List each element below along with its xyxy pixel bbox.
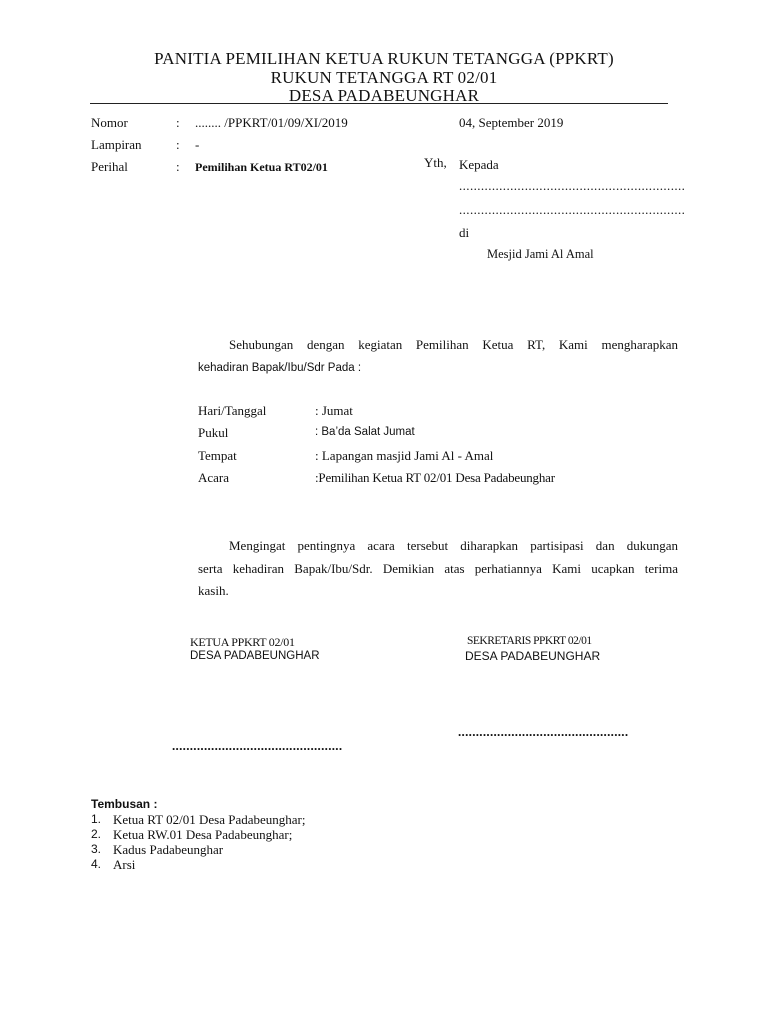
yth-label: Yth, (424, 155, 447, 170)
nomor-colon: : (176, 115, 180, 130)
lampiran-colon: : (176, 137, 180, 152)
list-item: 3. Kadus Padabeunghar (91, 842, 224, 857)
list-item: 2. Ketua RW.01 Desa Padabeunghar; (91, 827, 293, 842)
intro-paragraph (198, 334, 678, 379)
detail-value-hari: : Jumat (315, 403, 353, 418)
closing-line-1: Mengingat pentingnya acara tersebut diharapkan partisipasi dan dukungan (229, 538, 678, 553)
header-divider (90, 103, 668, 104)
perihal-colon: : (176, 159, 180, 174)
recipient-dots-1: .............................................................. (459, 178, 686, 193)
lampiran-value: - (195, 137, 200, 152)
letter-date: 04, September 2019 (459, 115, 564, 130)
nomor-value: ........ /PPKRT/01/09/XI/2019 (195, 115, 348, 130)
detail-value-acara: :Pemilihan Ketua RT 02/01 Desa Padabeunghar (315, 470, 555, 485)
detail-value-pukul: : Ba’da Salat Jumat (315, 426, 415, 438)
intro-line-1: Sehubungan dengan kegiatan Pemilihan Ketua RT, Kami mengharapkan (229, 337, 678, 352)
detail-label-acara: Acara (198, 470, 230, 485)
kepada-label: Kepada (459, 157, 499, 172)
sign-right-dots: ................................................ (458, 724, 629, 739)
list-item: 1. Ketua RT 02/01 Desa Padabeunghar; (91, 812, 306, 827)
tembusan-title: Tembusan : (91, 797, 158, 811)
recipient-dots-2: .............................................................. (459, 202, 686, 217)
header-line-1: PANITIA PEMILIHAN KETUA RUKUN TETANGGA (PPKRT) (154, 49, 614, 68)
closing-paragraph (198, 535, 678, 603)
sign-left-org: DESA PADABEUNGHAR (190, 650, 320, 662)
closing-line-2: serta kehadiran Bapak/Ibu/Sdr. Demikian atas perhatiannya Kami ucapkan terima (198, 560, 678, 576)
detail-value-tempat: : Lapangan masjid Jami Al - Amal (315, 448, 494, 463)
closing-line-3: kasih. (198, 583, 229, 598)
detail-label-hari: Hari/Tanggal (198, 403, 267, 418)
intro-line-2: kehadiran Bapak/Ibu/Sdr Pada : (198, 361, 362, 374)
perihal-value: Pemilihan Ketua RT02/01 (195, 160, 328, 174)
list-item: 4. Arsi (91, 857, 136, 872)
sign-left-dots: ................................................ (172, 738, 343, 753)
header-line-2: RUKUN TETANGGA RT 02/01 (270, 68, 498, 87)
detail-label-pukul: Pukul (198, 425, 229, 440)
header-line-3: DESA PADABEUNGHAR (288, 86, 480, 105)
recipient-place: Mesjid Jami Al Amal (487, 247, 594, 261)
sign-right-title: SEKRETARIS PPKRT 02/01 (467, 635, 592, 647)
di-label: di (459, 225, 470, 240)
sign-right-org: DESA PADABEUNGHAR (465, 649, 601, 663)
sign-left-title: KETUA PPKRT 02/01 (190, 635, 295, 649)
nomor-label: Nomor (91, 115, 128, 130)
perihal-label: Perihal (91, 159, 128, 174)
lampiran-label: Lampiran (91, 137, 142, 152)
detail-label-tempat: Tempat (198, 448, 237, 463)
